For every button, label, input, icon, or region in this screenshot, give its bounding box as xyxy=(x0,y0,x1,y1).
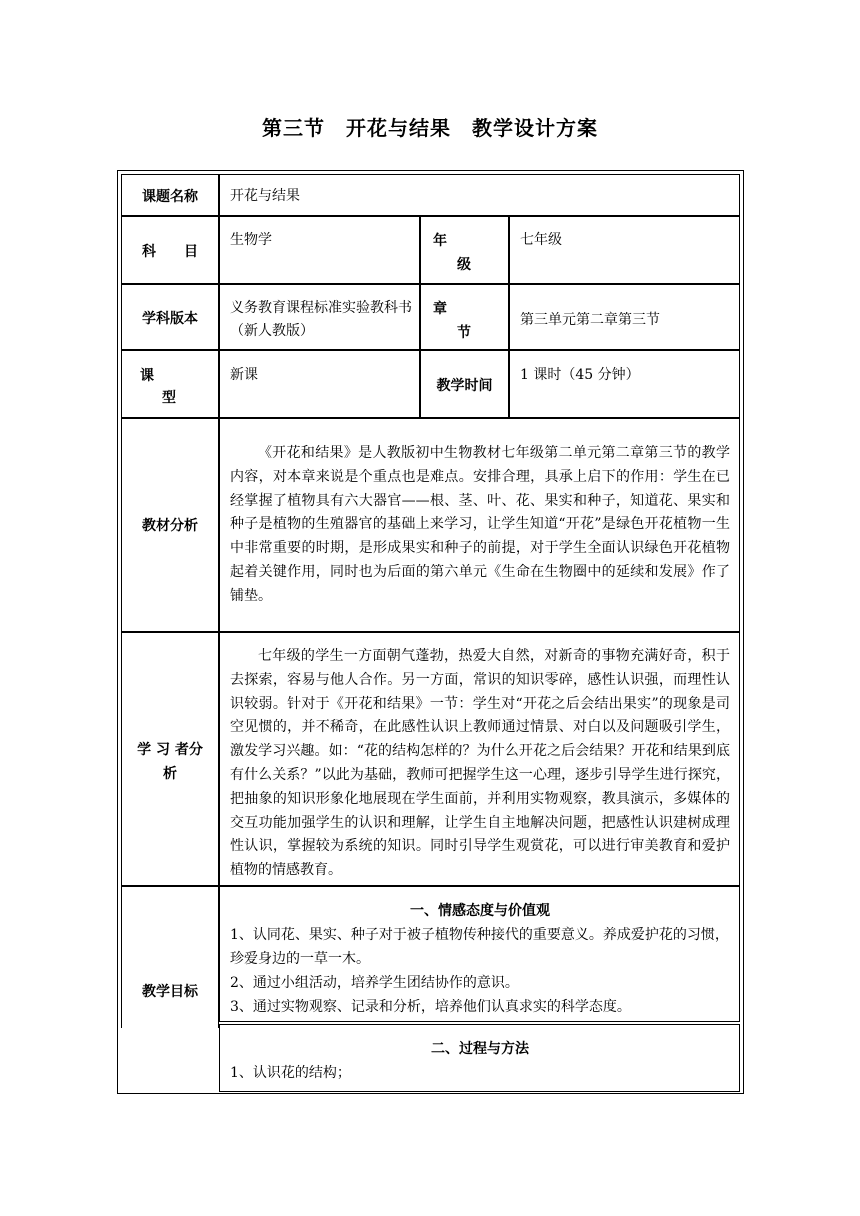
time-value: 1 课时（45 分钟） xyxy=(520,367,640,383)
goals-section-1-item-2: 2、通过小组活动，培养学生团结协作的意识。 xyxy=(230,975,519,991)
learner-text: 七年级的学生一方面朝气蓬勃，热爱大自然，对新奇的事物充满好奇，积于去探索，容易与他人合作。另一方面，常识的知识零碎，感性认识强，而理性认识较弱。针对于《开花和结果》一节：学生对“开花之后会结出果实”的现象是司空见惯的，并不稀奇，在此感性认识上教师通过情景、对白以及问题吸引学生，激发学习兴趣。如：“花的结构怎样的？为什么开花之后会结果？开花和结果到底有什么关系？”以此为基础，教师可把握学生这一心理，逐步引导学生进行探究，把抽象的知识形象化地展现在学生面前，并利用实物观察，教具演示，多媒体的交互功能加强学生的认识和理解，让学生自主地解决问题，把感性认识建树成理性认识，掌握较为系统的知识。同时引导学生观赏花，可以进行审美教育和爱护植物的情感教育。 xyxy=(230,648,730,879)
learner-label-2: 析 xyxy=(163,766,177,782)
material-text: 《开花和结果》是人教版初中生物教材七年级第二单元第二章第三节的教学内容，对本章来说是个重点也是难点。安排合理，具承上启下的作用：学生在已经掌握了植物具有六大器官——根、茎、叶、花、果实和种子，知道花、果实和种子是植物的生殖器官的基础上来学习，让学生知道“开花”是绿色开花植物一生中非常重要的时期，是形成果实和种子的前提，对于学生全面认识绿色开花植物起着关键作用，同时也为后面的第六单元《生命在生物圈中的延续和发展》作了铺垫。 xyxy=(230,445,730,604)
topic-value: 开花与结果 xyxy=(230,188,300,204)
goals-section-2 xyxy=(230,1037,730,1085)
goals-section-1-item-1: 1、认同花、果实、种子对于被子植物传种接代的重要意义。养成爱护花的习惯，珍爱身边的一草一木。 xyxy=(230,927,729,967)
material-text-block xyxy=(230,442,730,609)
goals-section-2-item-1: 1、认识花的结构； xyxy=(230,1065,351,1081)
grade-label-2: 级 xyxy=(457,257,471,273)
chapter-label-2: 节 xyxy=(457,325,471,341)
goals-section-2-heading: 二、过程与方法 xyxy=(431,1041,529,1057)
label-cell-goals xyxy=(121,886,219,1028)
page-title: 第三节 开花与结果 教学设计方案 xyxy=(262,116,598,140)
goals-section-1-item-3: 3、通过实物观察、记录和分析，培养他们认真求实的科学态度。 xyxy=(230,999,631,1015)
goals-label: 教学目标 xyxy=(142,984,198,1000)
chapter-value: 第三单元第二章第三节 xyxy=(520,312,660,328)
edition-value: 义务教育课程标准实验教科书（新人教版） xyxy=(230,300,412,339)
lesson-type-value: 新课 xyxy=(230,367,258,383)
chapter-label-1: 章 xyxy=(433,301,447,317)
time-label: 教学时间 xyxy=(436,378,493,394)
goals-section-1 xyxy=(230,899,730,1019)
lesson-type-label-1: 课 xyxy=(140,368,154,384)
grade-label-1: 年 xyxy=(433,233,447,249)
goals-section-1-heading: 一、情感态度与价值观 xyxy=(410,903,550,919)
learner-text-block xyxy=(230,645,730,883)
subject-value: 生物学 xyxy=(230,232,272,248)
learner-label-1: 学 习 者分 xyxy=(137,742,203,758)
topic-label: 课题名称 xyxy=(142,189,198,205)
subject-label: 科 目 xyxy=(142,244,198,260)
material-label: 教材分析 xyxy=(142,518,198,534)
edition-label: 学科版本 xyxy=(142,311,198,327)
lesson-type-label-2: 型 xyxy=(162,390,176,406)
grade-value: 七年级 xyxy=(520,232,562,248)
